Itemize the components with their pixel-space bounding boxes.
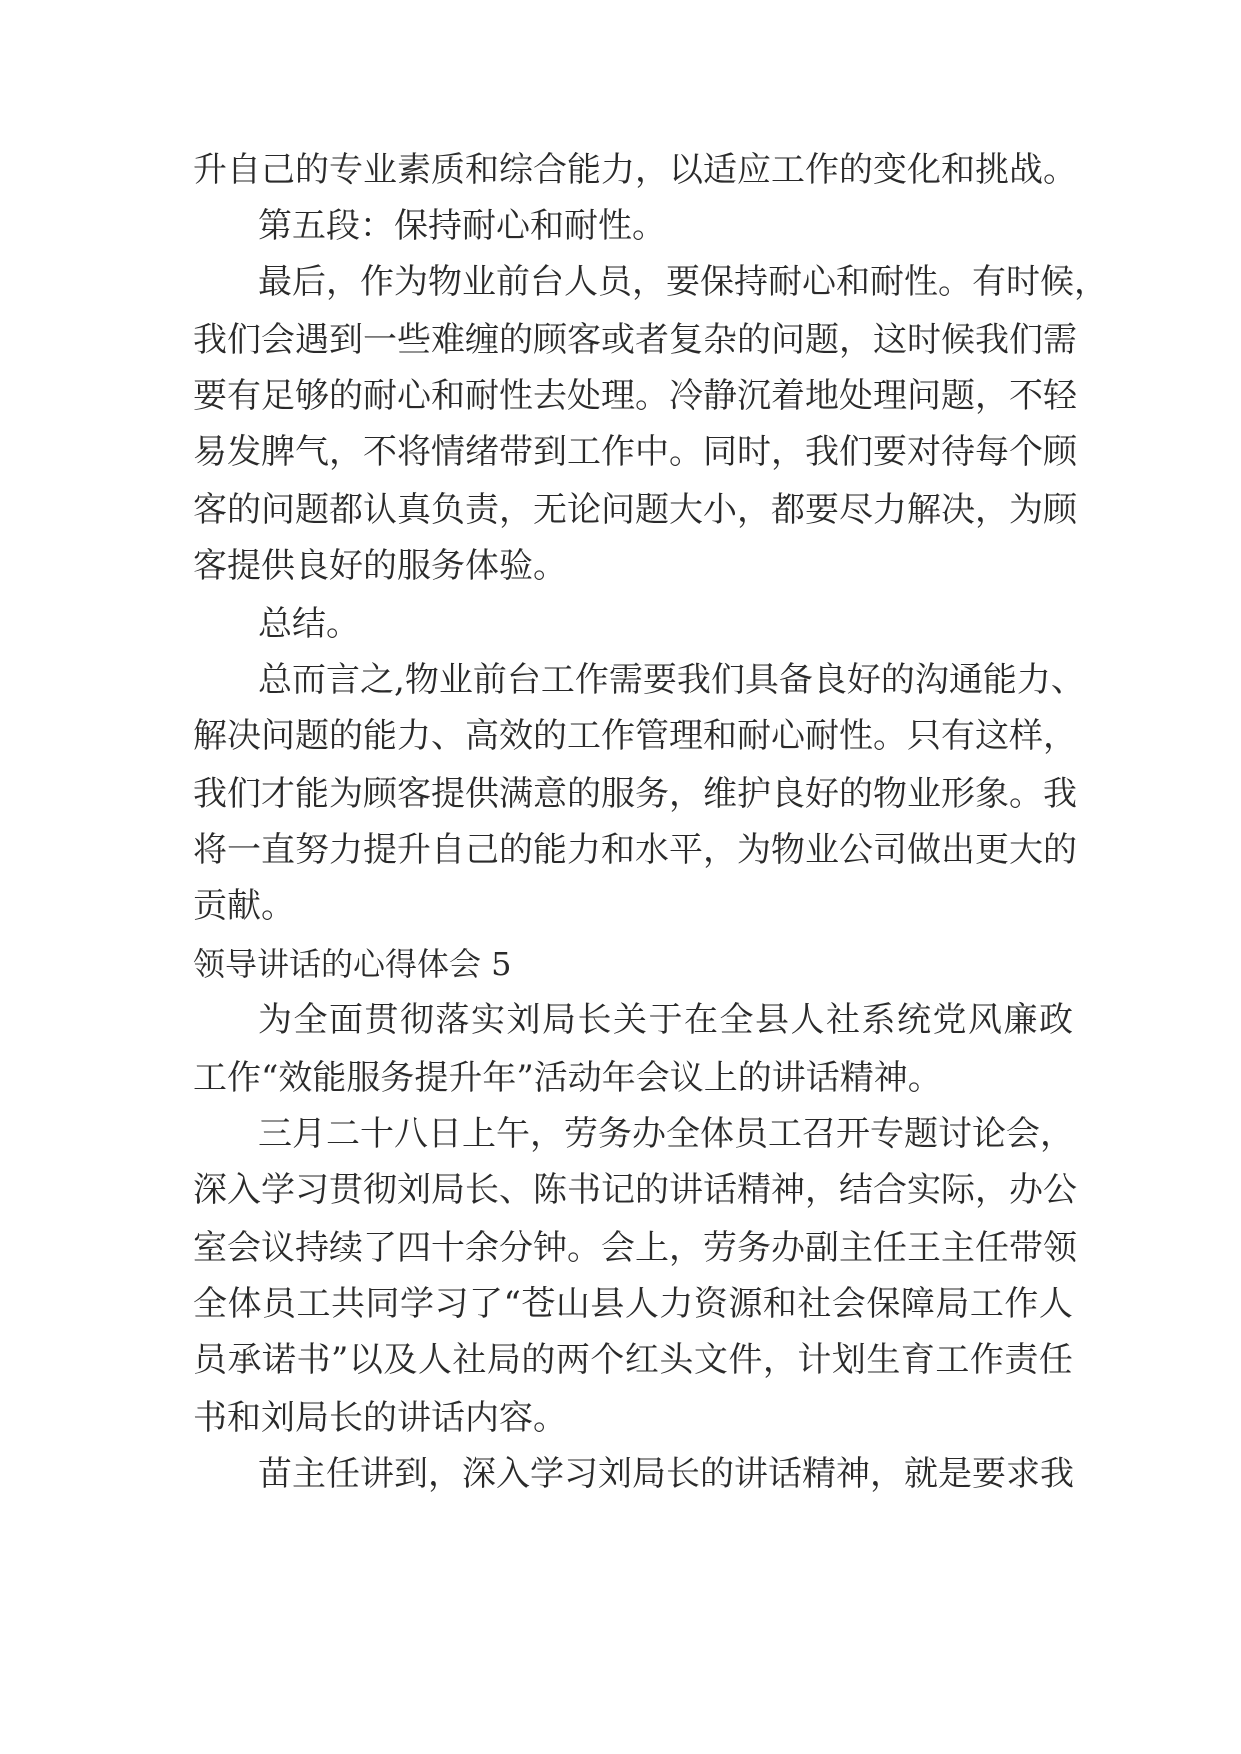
section-heading: 总结。 — [258, 604, 360, 644]
paragraph-line: 我 们 会 遇 到 一 些 难 缠 的 顾 客 或 者 复 杂 的 问 题 ， 这 时 候 我 们 需 — [193, 320, 1077, 360]
section-heading: 第五段：保持耐心和耐性。 — [258, 206, 666, 246]
paragraph-line: 要 有 足 够 的 耐 心 和 耐 性 去 处 理 。 冷 静 沉 着 地 处 理 问 题 ， 不 轻 — [193, 376, 1077, 416]
paragraph-line: 员 承 诺 书 ” 以 及 人 社 局 的 两 个 红 头 文 件 ， 计 划 生 育 工 作 责 任 — [193, 1340, 1073, 1380]
paragraph-line: 深 入 学 习 贯 彻 刘 局 长 、 陈 书 记 的 讲 话 精 神 ， 结 合 实 际 ， 办 公 — [193, 1170, 1077, 1210]
paragraph-line: 解 决 问 题 的 能 力 、 高 效 的 工 作 管 理 和 耐 心 耐 性 。 只 有 这 样 ， — [193, 716, 1077, 756]
paragraph-line: 室 会 议 持 续 了 四 十 余 分 钟 。 会 上 ， 劳 务 办 副 主 任 王 主 任 带 领 — [193, 1228, 1077, 1268]
paragraph-line: 贡献。 — [193, 886, 295, 926]
paragraph-line: 最 后 ， 作 为 物 业 前 台 人 员 ， 要 保 持 耐 心 和 耐 性 。 有 时 候 ， — [258, 262, 1108, 302]
article-title: 领导讲话的心得体会 5 — [193, 945, 512, 983]
paragraph-line: 为 全 面 贯 彻 落 实 刘 局 长 关 于 在 全 县 人 社 系 统 党 风 廉 政 — [258, 1000, 1073, 1040]
paragraph-line: 客 的 问 题 都 认 真 负 责 ， 无 论 问 题 大 小 ， 都 要 尽 力 解 决 ， 为 顾 — [193, 490, 1077, 530]
paragraph-line: 苗 主 任 讲 到 ， 深 入 学 习 刘 局 长 的 讲 话 精 神 ， 就 是 要 求 我 — [258, 1454, 1074, 1494]
paragraph-line: 书和刘局长的讲话内容。 — [193, 1398, 567, 1438]
paragraph-line: 升 自 己 的 专 业 素 质 和 综 合 能 力 ， 以 适 应 工 作 的 变 化 和 挑 战 。 — [193, 150, 1077, 190]
paragraph-line: 全 体 员 工 共 同 学 习 了 “ 苍 山 县 人 力 资 源 和 社 会 保 障 局 工 作 人 — [193, 1284, 1073, 1324]
paragraph-line: 三 月 二 十 八 日 上 午 ， 劳 务 办 全 体 员 工 召 开 专 题 讨 论 会 ， — [258, 1114, 1074, 1154]
paragraph-line: 总 而 言 之 , 物 业 前 台 工 作 需 要 我 们 具 备 良 好 的 沟 通 能 力 、 — [258, 660, 1085, 700]
paragraph-line: 工作“效能服务提升年”活动年会议上的讲话精神。 — [193, 1058, 942, 1098]
paragraph-line: 客提供良好的服务体验。 — [193, 546, 567, 586]
paragraph-line: 易 发 脾 气 ， 不 将 情 绪 带 到 工 作 中 。 同 时 ， 我 们 要 对 待 每 个 顾 — [193, 432, 1077, 472]
paragraph-line: 我 们 才 能 为 顾 客 提 供 满 意 的 服 务 ， 维 护 良 好 的 物 业 形 象 。 我 — [193, 774, 1077, 814]
paragraph-line: 将 一 直 努 力 提 升 自 己 的 能 力 和 水 平 ， 为 物 业 公 司 做 出 更 大 的 — [193, 830, 1077, 870]
